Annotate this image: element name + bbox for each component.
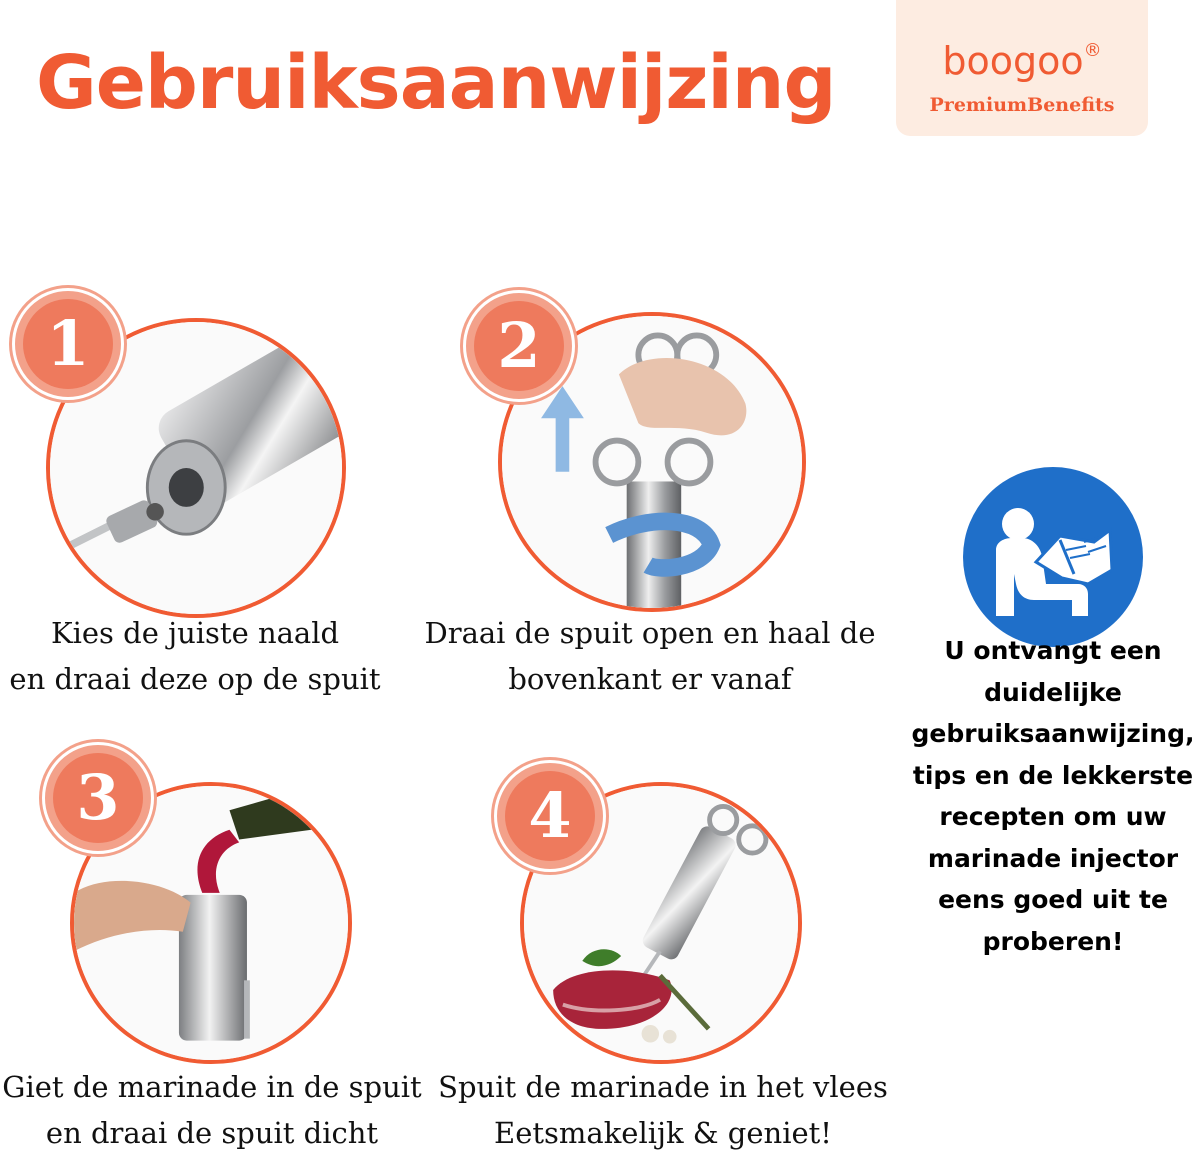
step-4-caption xyxy=(430,1064,896,1152)
brand-logo: boogoo® xyxy=(942,39,1102,83)
manual-info-text: U ontvangt een duidelijke gebruiksaanwijzing, tips en de lekkerste recepten om uw marinade injector eens goed uit te proberen! xyxy=(911,636,1195,956)
step-3-caption-line2: en draai de spuit dicht xyxy=(45,1116,379,1150)
step-1-caption-line1: Kies de juiste naald xyxy=(50,616,340,650)
step-3-number: 3 xyxy=(53,753,143,843)
step-2-badge xyxy=(463,290,575,402)
page-title: Gebruiksaanwijzing xyxy=(36,40,836,126)
step-1-caption-line2: en draai deze op de spuit xyxy=(9,662,381,696)
step-4-badge xyxy=(494,760,606,872)
step-2-caption-line1: Draai de spuit open en haal de xyxy=(424,616,876,650)
step-3-badge xyxy=(42,742,154,854)
brand-tagline: PremiumBenefits xyxy=(929,94,1115,116)
step-2-caption xyxy=(400,610,900,702)
brand-logo-box xyxy=(896,0,1148,136)
step-1-badge xyxy=(12,288,124,400)
step-1-caption xyxy=(0,610,390,702)
read-manual-icon xyxy=(962,466,1144,648)
step-2-caption-line2: bovenkant er vanaf xyxy=(508,662,792,696)
step-3-caption xyxy=(0,1064,424,1152)
step-4-caption-line1: Spuit de marinade in het vlees xyxy=(438,1070,888,1104)
step-2-number: 2 xyxy=(474,301,564,391)
step-3-caption-line1: Giet de marinade in de spuit xyxy=(2,1070,422,1104)
step-4-caption-line2: Eetsmakelijk & geniet! xyxy=(494,1116,832,1150)
step-1-number: 1 xyxy=(23,299,113,389)
step-4-number: 4 xyxy=(505,771,595,861)
